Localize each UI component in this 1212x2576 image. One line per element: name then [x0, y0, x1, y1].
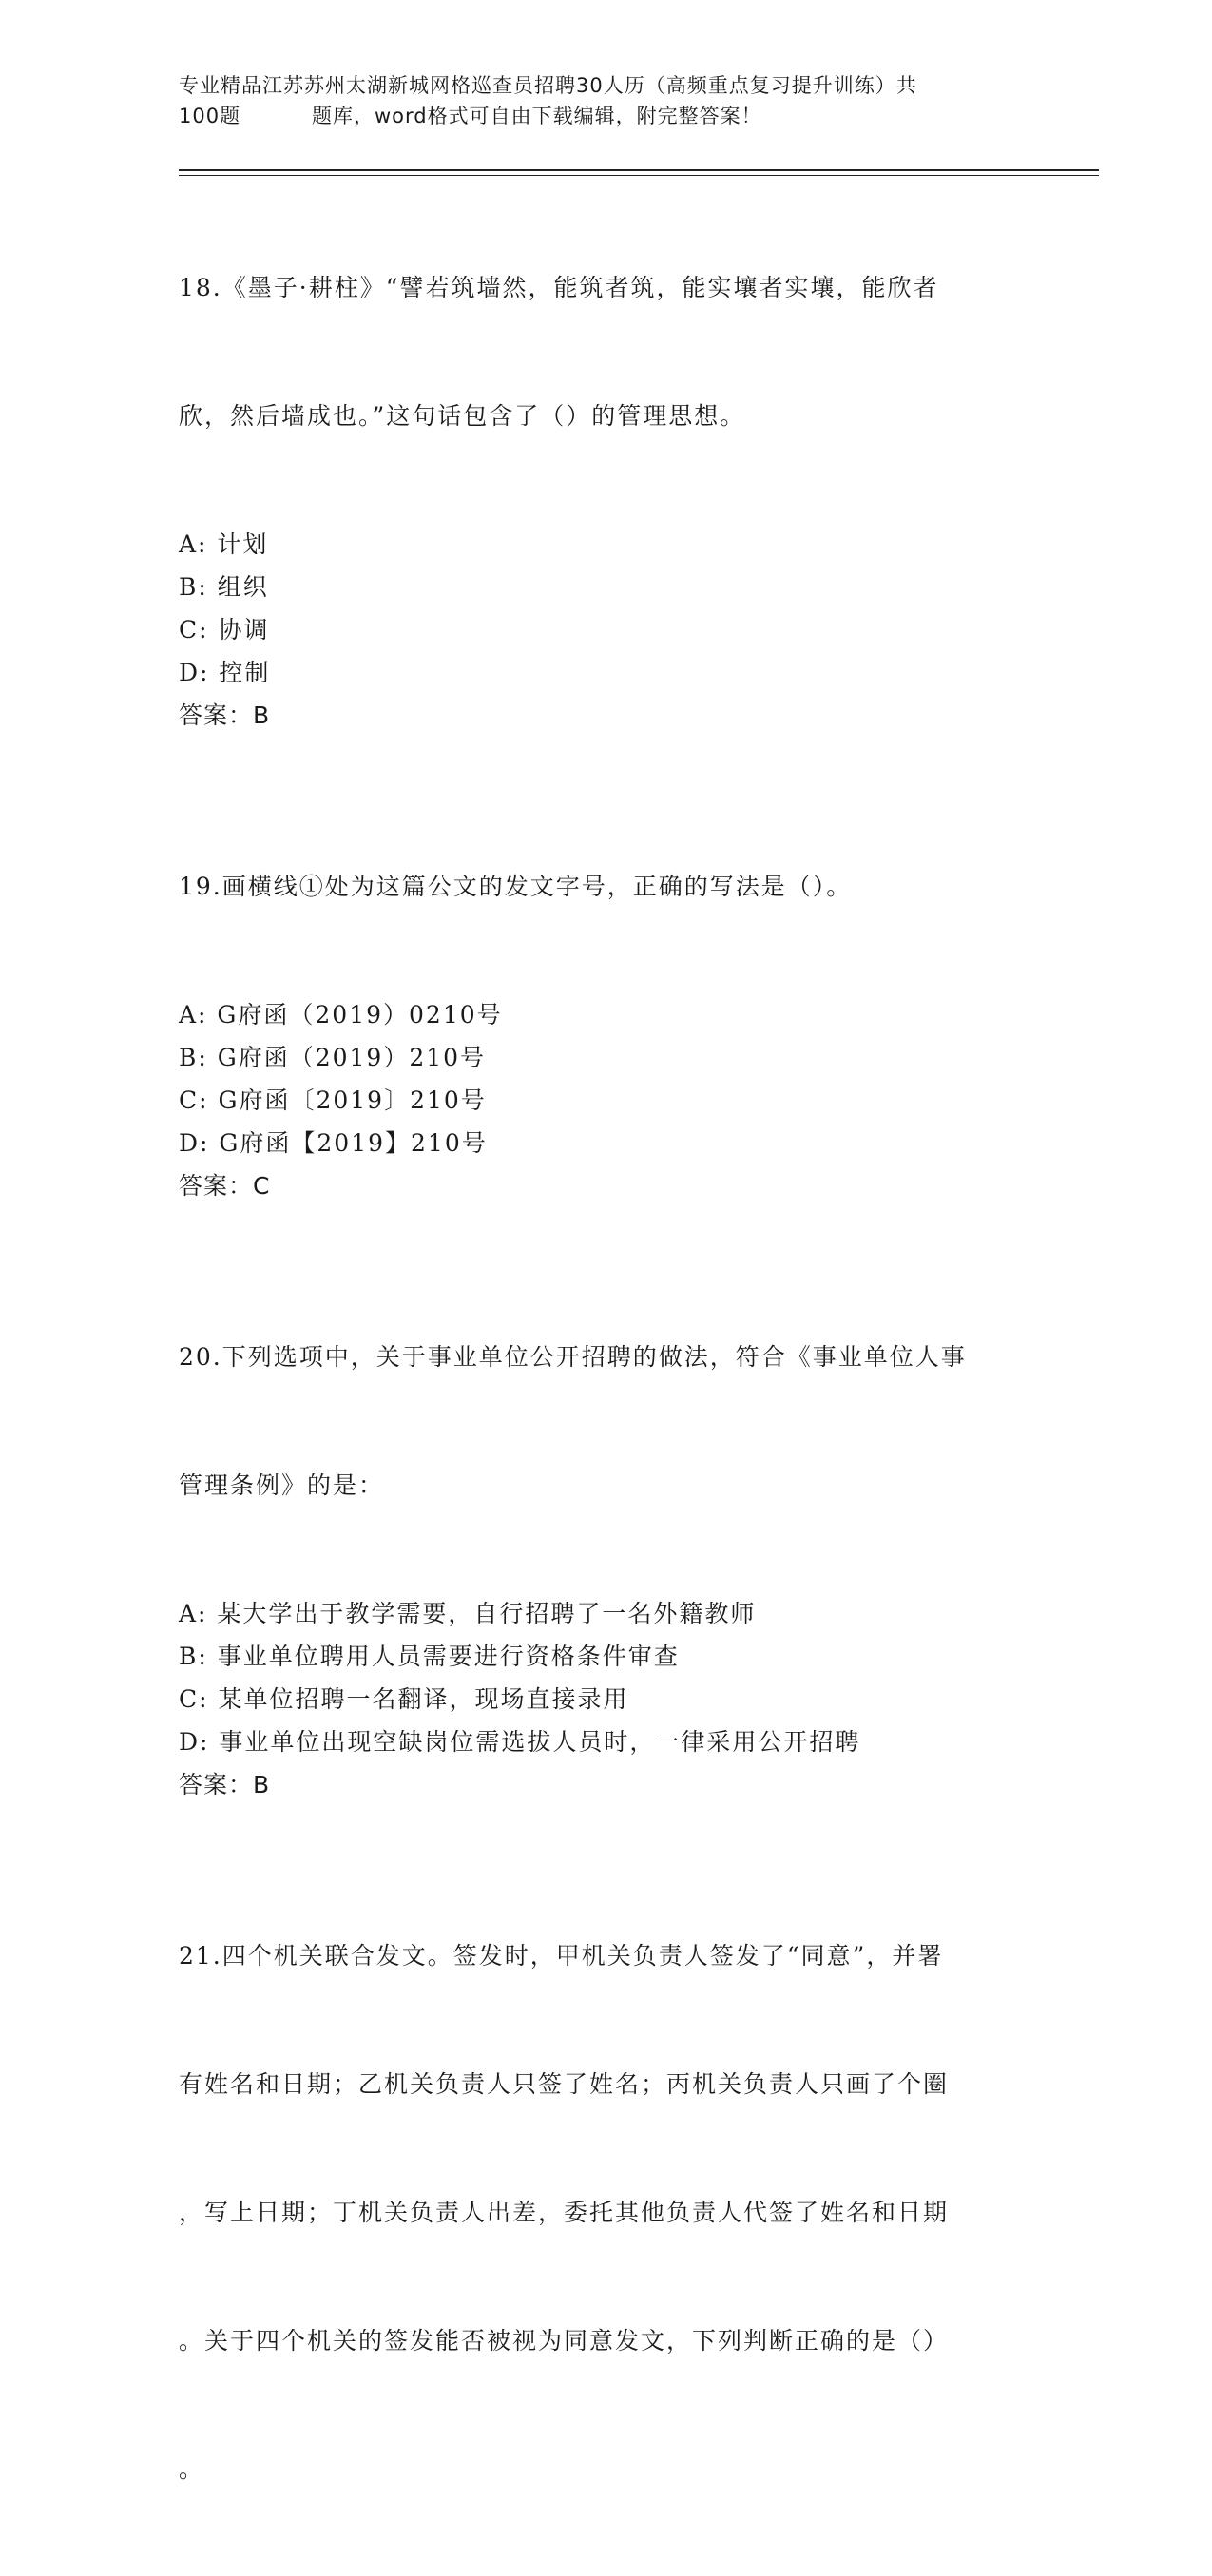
option-c: C: G府函〔2019〕210号 [179, 1086, 487, 1114]
header-question-count: 100题 [179, 105, 241, 127]
option-a: A: 某大学出于教学需要，自行招聘了一名外籍教师 [179, 1600, 757, 1627]
header-divider-thick [179, 169, 1099, 171]
question-stem [179, 1849, 1034, 2576]
option-c: C: 某单位招聘一名翻译，现场直接录用 [179, 1685, 629, 1713]
answer: 答案：B [179, 1771, 271, 1798]
option-a: A: G府函（2019）0210号 [179, 1001, 503, 1028]
stem-line: ，写上日期；丁机关负责人出差，委托其他负责人代签了姓名和日期 [179, 2199, 950, 2226]
stem-line: 19.画横线①处为这篇公文的发文字号，正确的写法是（）。 [179, 873, 853, 900]
answer: 答案：C [179, 1172, 271, 1200]
spacer [179, 1207, 1034, 1250]
question-stem [179, 779, 1034, 993]
option-d: D: G府函【2019】210号 [179, 1129, 488, 1157]
spacer [179, 737, 1034, 779]
option-b: B: G府函（2019）210号 [179, 1044, 487, 1071]
question-20 [179, 1250, 1034, 1849]
stem-line: 。 [179, 2455, 205, 2483]
header-title-line2 [179, 101, 1034, 131]
question-stem [179, 1250, 1034, 1592]
option-d: D: 控制 [179, 659, 271, 686]
question-stem [179, 181, 1034, 523]
spacer [179, 1806, 1034, 1849]
option-b: B: 事业单位聘用人员需要进行资格条件审查 [179, 1643, 680, 1670]
option-a: A: 计划 [179, 530, 269, 558]
stem-line: 21.四个机关联合发文。签发时，甲机关负责人签发了“同意”，并署 [179, 1942, 944, 1970]
stem-line: 管理条例》的是： [179, 1471, 385, 1499]
stem-line: 。关于四个机关的签发能否被视为同意发文，下列判断正确的是（） [179, 2327, 950, 2355]
header-divider-thin [179, 175, 1099, 176]
stem-line: 18.《墨子·耕柱》“譬若筑墙然，能筑者筑，能实壤者实壤，能欣者 [179, 274, 939, 301]
question-list [179, 181, 1034, 2576]
header-title-line1: 专业精品江苏苏州太湖新城网格巡查员招聘30人历（高频重点复习提升训练）共 [179, 74, 917, 97]
answer: 答案：B [179, 702, 271, 729]
option-c: C: 协调 [179, 616, 270, 644]
stem-line: 有姓名和日期；乙机关负责人只签了姓名；丙机关负责人只画了个圈 [179, 2070, 950, 2098]
question-18 [179, 181, 1034, 779]
question-21 [179, 1849, 1034, 2576]
stem-line: 20.下列选项中，关于事业单位公开招聘的做法，符合《事业单位人事 [179, 1343, 967, 1371]
question-19 [179, 779, 1034, 1250]
option-b: B: 组织 [179, 573, 269, 601]
header-description: 题库，word格式可自由下载编辑，附完整答案！ [312, 105, 762, 127]
stem-line: 欣，然后墙成也。”这句话包含了（）的管理思想。 [179, 402, 746, 430]
option-d: D: 事业单位出现空缺岗位需选拔人员时，一律采用公开招聘 [179, 1728, 861, 1756]
page-header [179, 70, 1034, 131]
